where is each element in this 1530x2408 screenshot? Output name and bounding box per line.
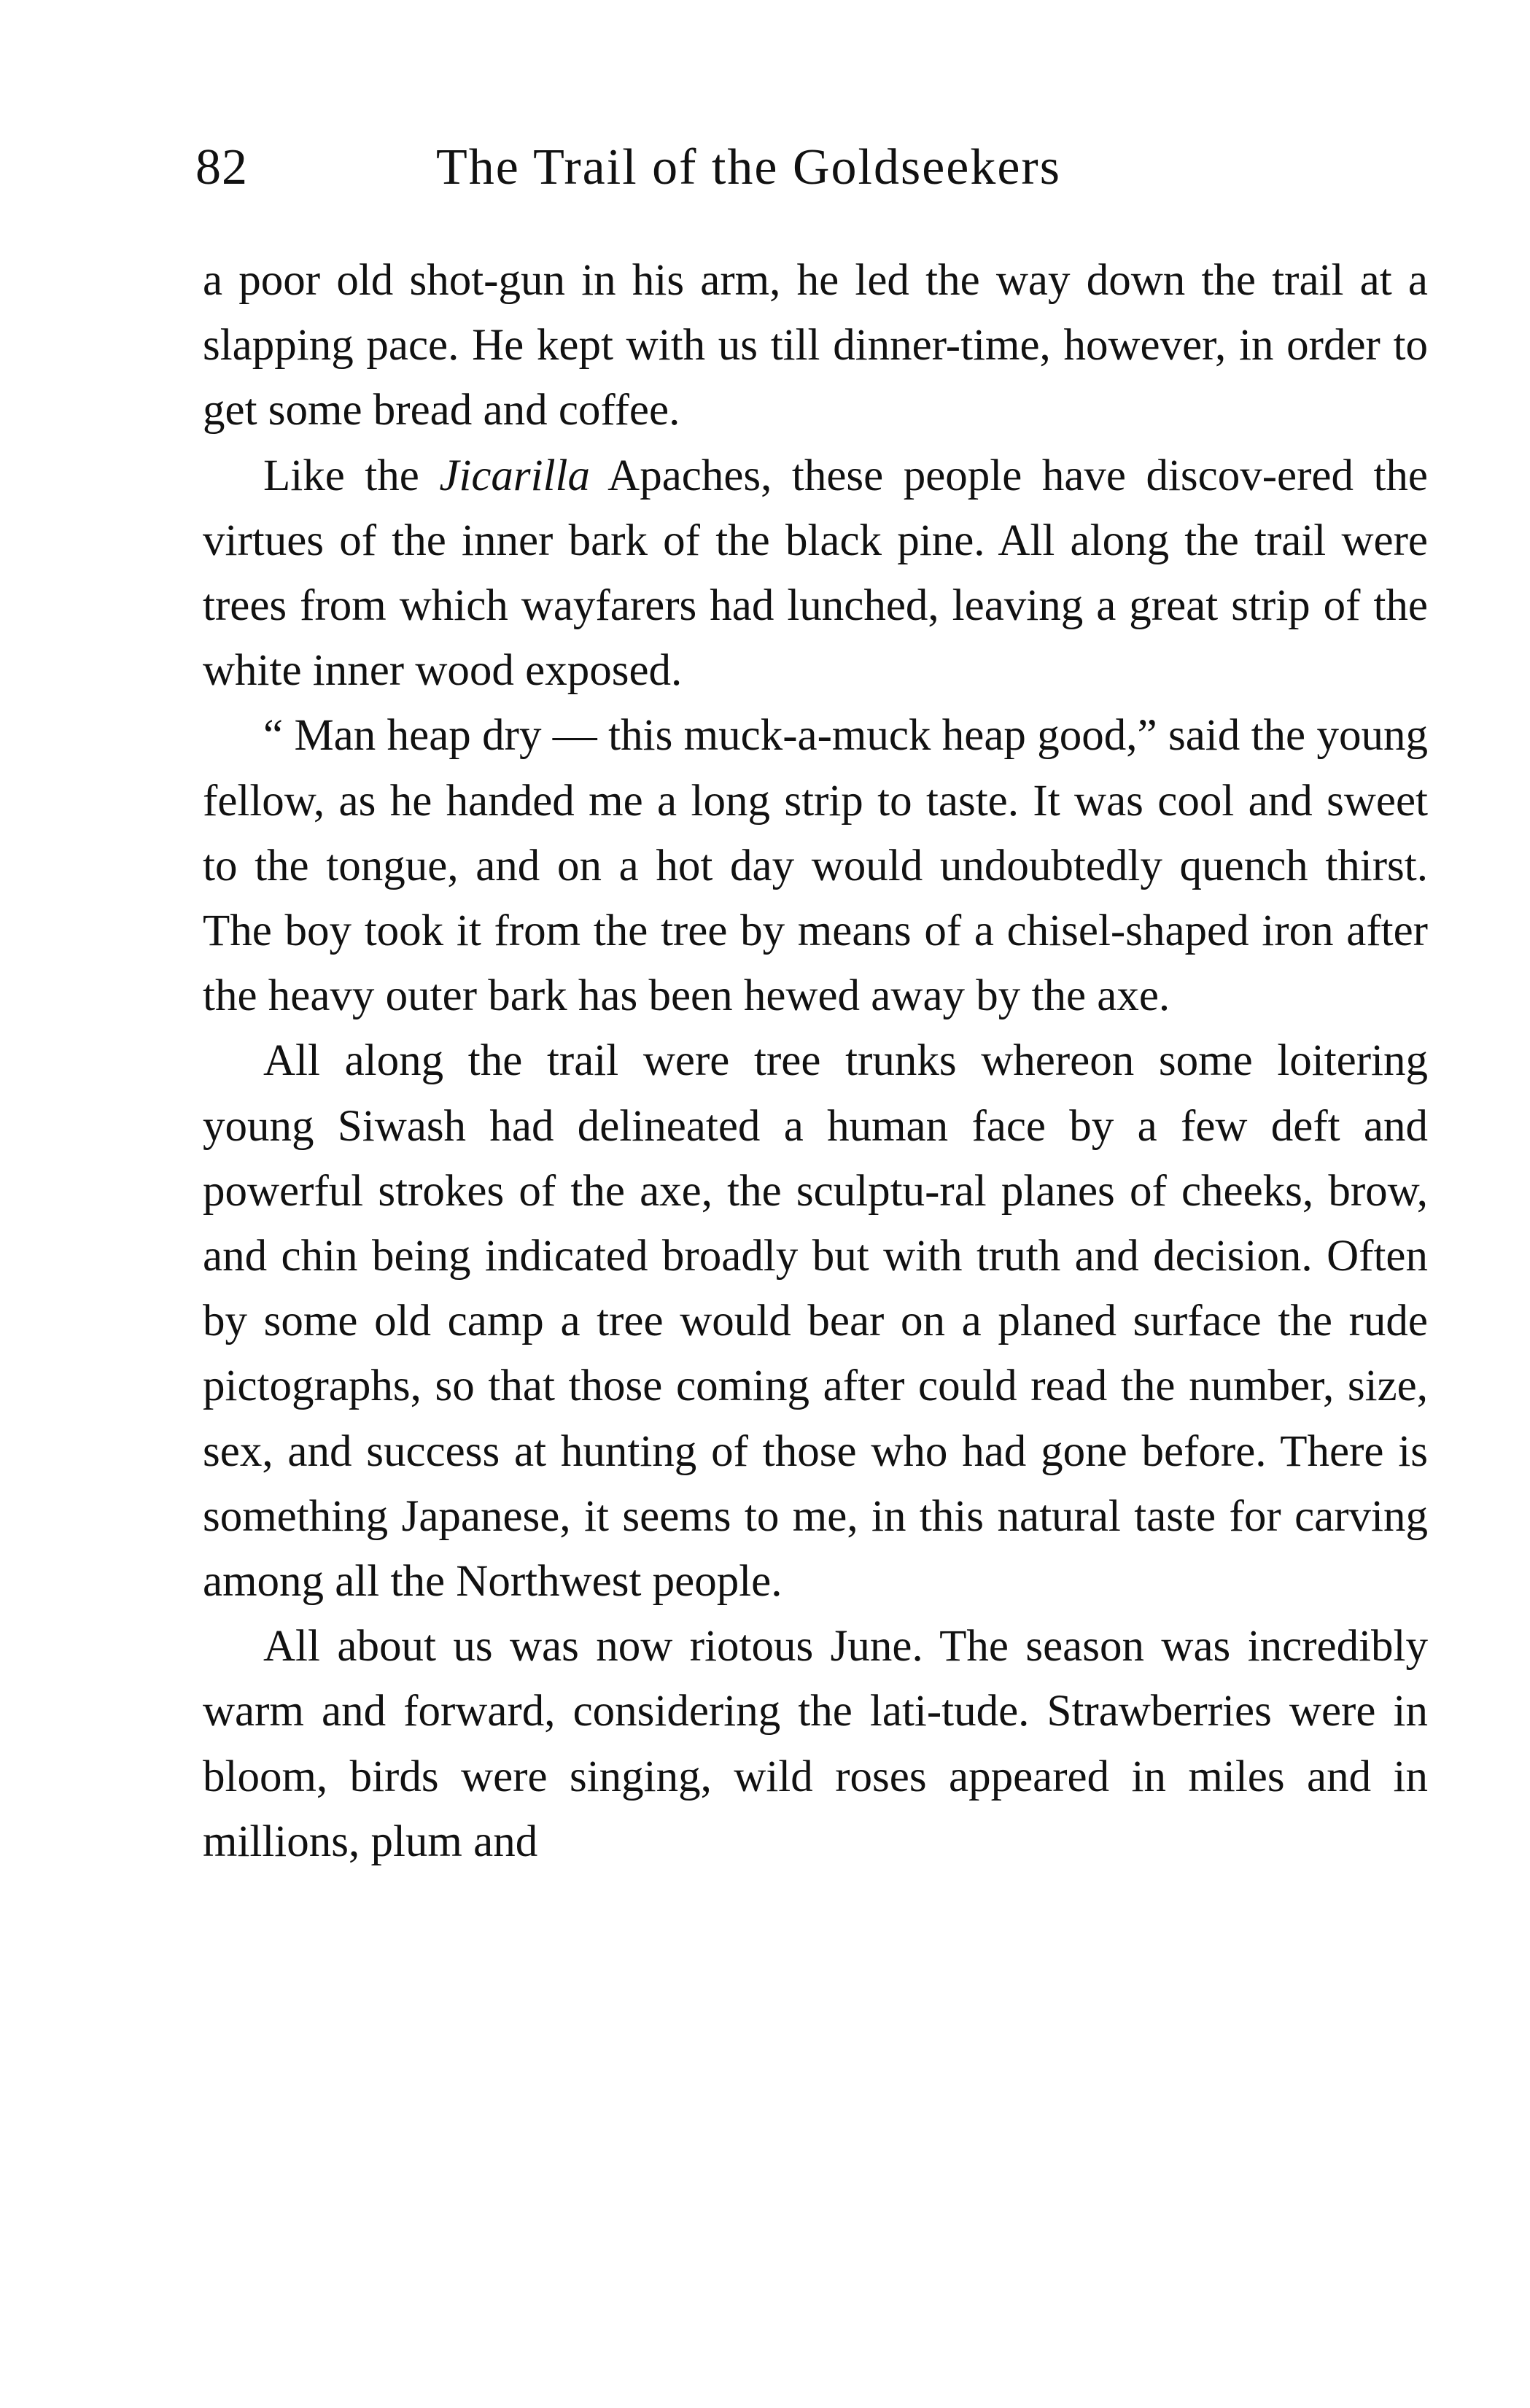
paragraph-1: a poor old shot-gun in his arm, he led the way down the trail at a slapping pace. He kept with us till dinner-time, however, in order to get some bread and coffee. bbox=[203, 256, 1428, 435]
paragraph-2-lead: Like the bbox=[263, 451, 419, 500]
paragraph-3: “ Man heap dry — this muck-a-muck heap good,” said the young fellow, as he handed me a long strip to taste. It was cool and sweet to the tongue, and on a hot day would undoubtedly quench thirst. The boy took it from the tree by means of a chisel-shaped iron after the heavy outer bark has been hewed away by the axe. bbox=[203, 711, 1428, 1021]
running-title: The Trail of the Goldseekers bbox=[436, 139, 1061, 195]
paragraph-2 bbox=[203, 443, 1428, 704]
paragraph-2-rest: Apaches, these people have discov-ered the virtues of the inner bark of the black pine. All along the trail were trees from which wayfarers had lunched, leaving a great strip of the white inner wood exposed. bbox=[203, 451, 1429, 696]
page-number: 82 bbox=[195, 139, 248, 195]
paragraph-2-italic-term: Jicarilla bbox=[439, 451, 590, 500]
running-head bbox=[195, 128, 1216, 208]
body-text bbox=[203, 248, 1428, 1874]
paragraph-5: All about us was now riotous June. The season was incredibly warm and forward, considering the lati-tude. Strawberries were in bloom, birds were singing, wild roses appeared in miles and in millions, plum and bbox=[203, 1622, 1428, 1866]
paragraph-4: All along the trail were tree trunks whereon some loitering young Siwash had delineated a human face by a few deft and powerful strokes of the axe, the sculptu-ral planes of cheeks, brow, and chin being indicated broadly but with truth and decision. Often by some old camp a tree would bear on a planed surface the rude pictographs, so that those coming after could read the number, size, sex, and success at hunting of those who had gone before. There is something Japanese, it seems to me, in this natural taste for carving among all the Northwest people. bbox=[203, 1036, 1428, 1607]
